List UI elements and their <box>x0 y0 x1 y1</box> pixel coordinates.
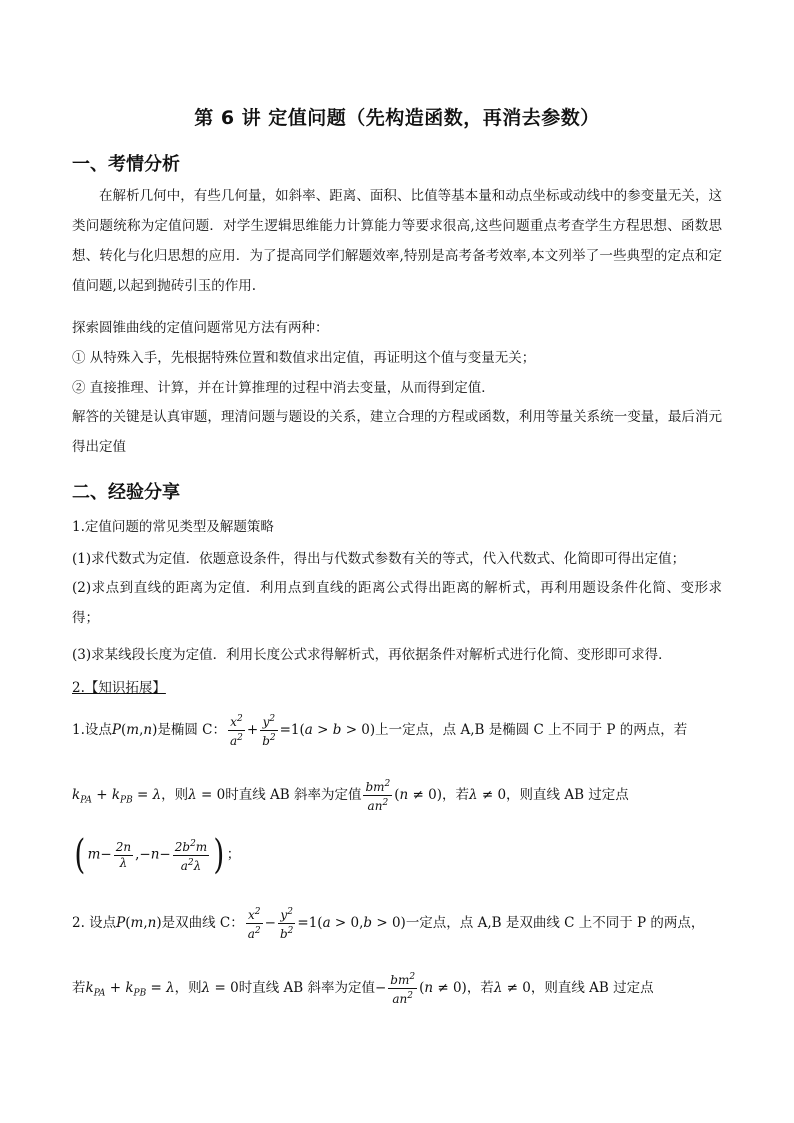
section-heading-analysis: 一、考情分析 <box>72 154 180 175</box>
section-heading-experience: 二、经验分享 <box>72 482 180 503</box>
paragraph-analysis: 在解析几何中，有些几何量，如斜率、距离、面积、比值等基本量和动点坐标或动线中的参变量无关，这类问题统称为定值问题．对学生逻辑思维能力计算能力等要求很高,这些问题重点考查学生方程思想、函数思想、转化与化归思想的应用．为了提高同学们解题效率,特别是高考备考效率,本文列举了一些典型的定点和定值问题,以起到抛砖引玉的作用. <box>72 188 722 294</box>
type-two: (2)求点到直线的距离为定值．利用点到直线的距离公式得出距离的解析式，再利用题设条件化简、变形求得； <box>72 580 722 626</box>
formula-slope-two: $\frac{bm^2}{an^2}$ <box>390 972 416 1006</box>
knowledge-one-fixed-point: ( m− $\frac{2n}{\lambda}$ ,−n− $\frac{2b^2m}{a^2\lambda}$ ) ； <box>74 832 241 878</box>
formula-y2-b2-hyperbola: $\frac{y^2}{b^2}$ <box>279 907 294 941</box>
page-title: 第 6 讲 定值问题（先构造函数，再消去参数） <box>194 107 600 129</box>
formula-slope-one: $\frac{bm^2}{an^2}$ <box>365 779 391 813</box>
knowledge-two-line2: 若$k_{PA} + k_{PB} = \lambda$，则λ = 0时直线 AB 斜率为定值− $\frac{bm^2}{an^2}$ (n ≠ 0)，若λ ≠ 0，则直线 AB 过定点 <box>72 972 654 1006</box>
type-one: (1)求代数式为定值．依题意设条件，得出与代数式参数有关的等式，代入代数式、化简即可得出定值； <box>72 551 686 567</box>
type-three: (3)求某线段长度为定值．利用长度公式求得解析式，再依据条件对解析式进行化简、变形即可求得． <box>72 647 672 663</box>
method-one: ① 从特殊入手，先根据特殊位置和数值求出定值，再证明这个值与变量无关； <box>72 350 536 366</box>
knowledge-two-line1: 2. 设点P(m,n)是双曲线 C： $\frac{x^2}{a^2}$ − $\frac{y^2}{b^2}$ =1(a > 0,b > 0)一定点，点 A,B 是双曲线 C 上不同于 P 的两点， <box>72 907 705 941</box>
method-two: ② 直接推理、计算，并在计算推理的过程中消去变量，从而得到定值． <box>72 380 495 396</box>
key-paragraph: 解答的关键是认真审题，理清问题与题设的关系，建立合理的方程或函数，利用等量关系统一变量，最后消元得出定值 <box>72 409 722 455</box>
formula-x2-a2: $\frac{x^2}{a^2}$ <box>229 714 243 748</box>
knowledge-extension-title: 2.【知识拓展】 <box>72 680 166 696</box>
knowledge-one-line1: 1.设点P(m,n)是椭圆 C： $\frac{x^2}{a^2}$ + $\frac{y^2}{b^2}$ =1(a > b > 0)上一定点，点 A,B 是椭圆 C 上不同于 P 的两点，若 <box>72 714 688 748</box>
knowledge-one-line2: $k_{PA} + k_{PB} = \lambda$，则λ = 0时直线 AB 斜率为定值 $\frac{bm^2}{an^2}$ (n ≠ 0)，若λ ≠ 0，则直线 AB 过定点 <box>72 779 629 813</box>
item-one-title: 1.定值问题的常见类型及解题策略 <box>72 519 274 535</box>
formula-x2-a2-hyperbola: $\frac{x^2}{a^2}$ <box>247 907 261 941</box>
formula-y2-b2: $\frac{y^2}{b^2}$ <box>262 714 276 748</box>
methods-intro: 探索圆锥曲线的定值问题常见方法有两种： <box>72 320 329 336</box>
